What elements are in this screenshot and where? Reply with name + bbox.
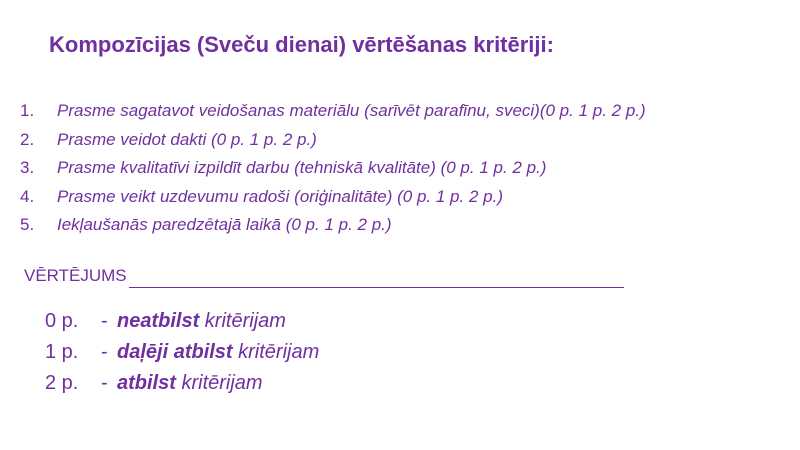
- score-blank-line: [129, 265, 624, 288]
- list-item: [20, 99, 780, 124]
- legend-points: 0 p.: [45, 310, 79, 332]
- item-number: 5.: [20, 215, 35, 234]
- scoring-legend: [45, 306, 319, 399]
- legend-description: [117, 337, 319, 368]
- list-item: [20, 156, 780, 181]
- page-title: Kompozīcijas (Sveču dienai) vērtēšanas kritēriji:: [49, 32, 554, 57]
- legend-points: 2 p.: [45, 372, 79, 394]
- list-item: [20, 213, 780, 238]
- legend-row: [45, 306, 319, 337]
- item-number: 4.: [20, 186, 35, 206]
- legend-rest: kritērijam: [199, 310, 286, 332]
- legend-keyword: atbilst: [117, 372, 176, 394]
- item-number: 2.: [20, 129, 35, 149]
- item-number: 1.: [20, 101, 35, 120]
- list-item: [20, 185, 780, 210]
- item-text: Prasme veidot dakti (0 p. 1 p. 2 p.): [57, 129, 317, 149]
- item-text: Iekļaušanās paredzētajā laikā (0 p. 1 p. 2 p.): [57, 215, 392, 234]
- legend-rest: kritērijam: [232, 341, 320, 363]
- list-item: [20, 128, 780, 153]
- score-line: [24, 264, 624, 288]
- legend-dash: -: [101, 310, 108, 332]
- legend-row: [45, 337, 319, 368]
- legend-description: [117, 368, 263, 399]
- item-text: Prasme sagatavot veidošanas materiālu (sarīvēt parafīnu, sveci)(0 p. 1 p. 2 p.): [57, 101, 646, 120]
- legend-rest: kritērijam: [175, 372, 263, 394]
- legend-dash: -: [101, 341, 108, 363]
- legend-dash: -: [101, 372, 108, 394]
- legend-keyword: neatbilst: [117, 310, 200, 332]
- legend-keyword: daļēji atbilst: [117, 341, 233, 363]
- item-text: Prasme kvalitatīvi izpildīt darbu (tehniskā kvalitāte) (0 p. 1 p. 2 p.): [57, 158, 547, 177]
- score-label: VĒRTĒJUMS: [24, 266, 127, 285]
- item-text: Prasme veikt uzdevumu radoši (oriģinalitāte) (0 p. 1 p. 2 p.): [57, 186, 503, 206]
- legend-row: [45, 368, 319, 399]
- criteria-list: [20, 99, 780, 242]
- legend-points: 1 p.: [45, 341, 79, 363]
- legend-description: [117, 306, 286, 337]
- item-number: 3.: [20, 158, 35, 177]
